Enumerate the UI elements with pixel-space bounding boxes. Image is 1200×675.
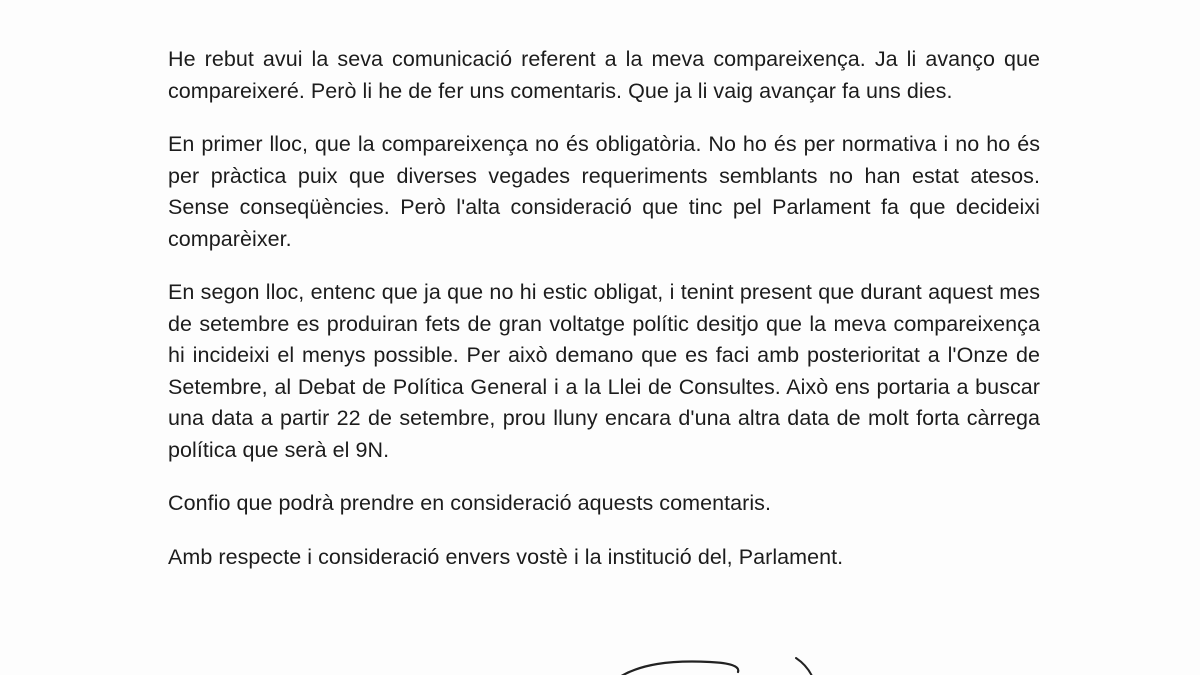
paragraph-acknowledgement: He rebut avui la seva comunicació referent a la meva compareixença. Ja li avanço que compareixeré. Però li he de fer uns comentaris. Que ja li vaig avançar fa uns dies.: [168, 47, 1040, 103]
letter-body: [168, 44, 1040, 595]
paragraph-first-point: En primer lloc, que la compareixença no és obligatòria. No ho és per normativa i no ho és per pràctica puix que diverses vegades requeriments semblants no han estat atesos. Sense conseqüències. Però l'alta consideració que tinc pel Parlament fa que decideixi comparèixer.: [168, 132, 1040, 251]
paragraph-second-point: En segon lloc, entenc que ja que no hi estic obligat, i tenint present que durant aquest mes de setembre es produiran fets de gran voltatge polític desitjo que la meva compareixença hi incideixi el menys possible. Per això demano que es faci amb posterioritat a l'Onze de Setembre, al Debat de Política General i a la Llei de Consultes. Això ens portaria a buscar una data a partir 22 de setembre, prou lluny encara d'una altra data de molt forta càrrega política que serà el 9N.: [168, 280, 1040, 462]
paragraph-closing: Amb respecte i consideració envers vostè i la institució del, Parlament.: [168, 544, 844, 569]
paragraph-request: Confio que podrà prendre en consideració aquests comentaris.: [168, 491, 771, 515]
handwritten-signature-icon: [600, 652, 840, 675]
